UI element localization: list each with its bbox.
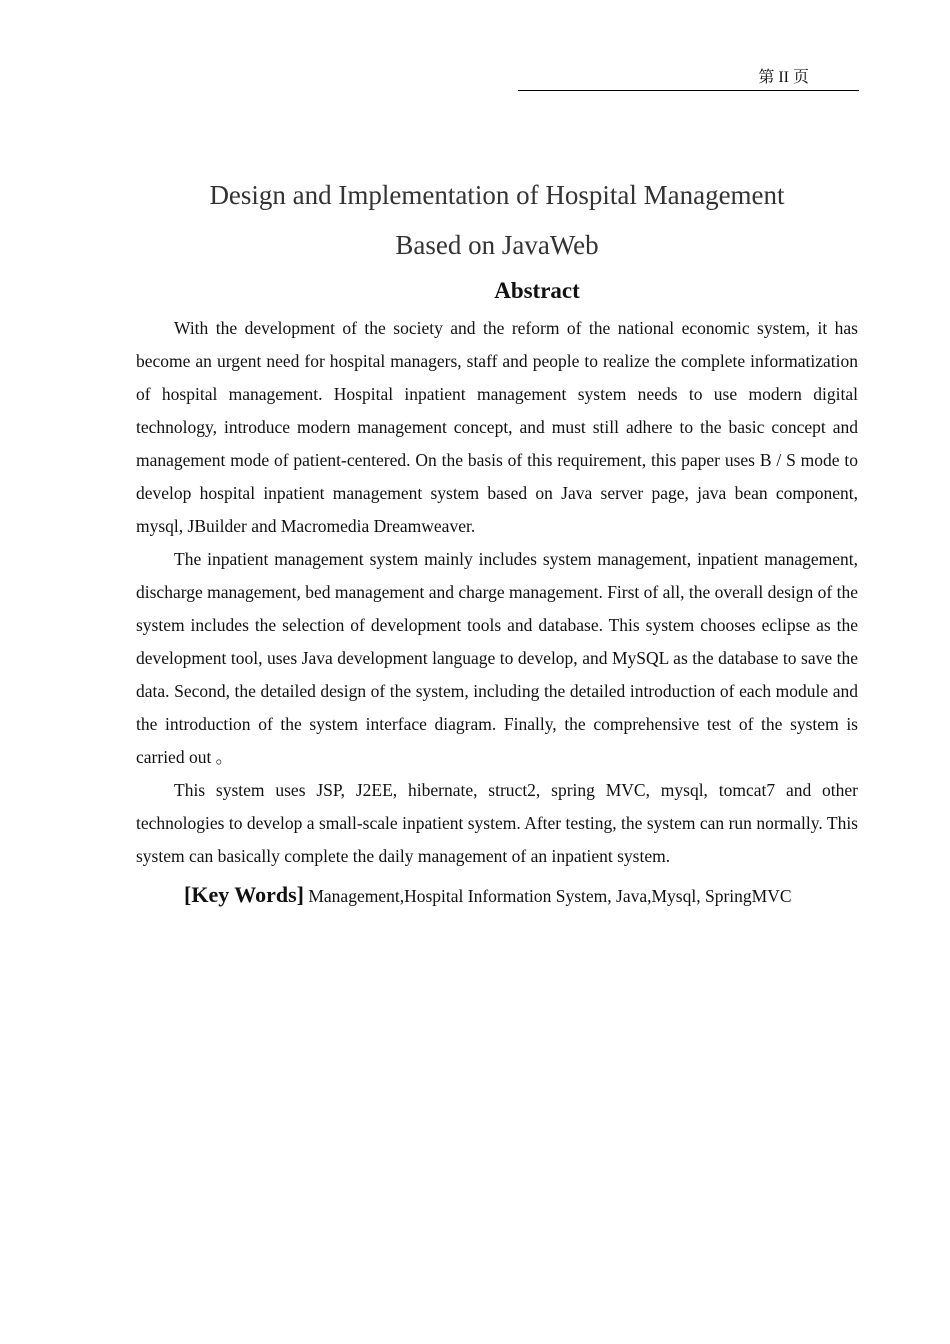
abstract-paragraph-2: The inpatient management system mainly includes system management, inpatient management, discharge management, bed management and charge management. First of all, the overall design of the system includes the selection of development tools and database. This system chooses eclipse as the development tool, uses Java development language to develop, and MySQL as the database to save the data. Second, the detailed design of the system, including the detailed introduction of each module and the introduction of the system interface diagram. Finally, the comprehensive test of the system is carried out 。 [136, 549, 858, 767]
paper-title-line-2: Based on JavaWeb [395, 230, 599, 260]
keywords [184, 878, 884, 913]
page-number: 第 II 页 [758, 69, 809, 86]
abstract-body [136, 312, 858, 873]
keywords-text: Management,Hospital Information System, Java,Mysql, SpringMVC [303, 886, 792, 906]
paper-title-line-1: Design and Implementation of Hospital Management [209, 180, 785, 210]
abstract-heading: Abstract [494, 278, 580, 303]
keywords-label: [Key Words] [184, 882, 304, 907]
abstract-paragraph-3: This system uses JSP, J2EE, hibernate, struct2, spring MVC, mysql, tomcat7 and other technologies to develop a small-scale inpatient system. After testing, the system can run normally. This system can basically complete the daily management of an inpatient system. [136, 780, 858, 866]
paper-title [136, 170, 858, 270]
abstract-paragraph-1: With the development of the society and the reform of the national economic system, it has become an urgent need for hospital managers, staff and people to realize the complete informatization of hospital management. Hospital inpatient management system needs to use modern digital technology, introduce modern management concept, and must still adhere to the basic concept and management mode of patient-centered. On the basis of this requirement, this paper uses B / S mode to develop hospital inpatient management system based on Java server page, java bean component, mysql, JBuilder and Macromedia Dreamweaver. [136, 318, 858, 536]
page-header [518, 68, 859, 91]
